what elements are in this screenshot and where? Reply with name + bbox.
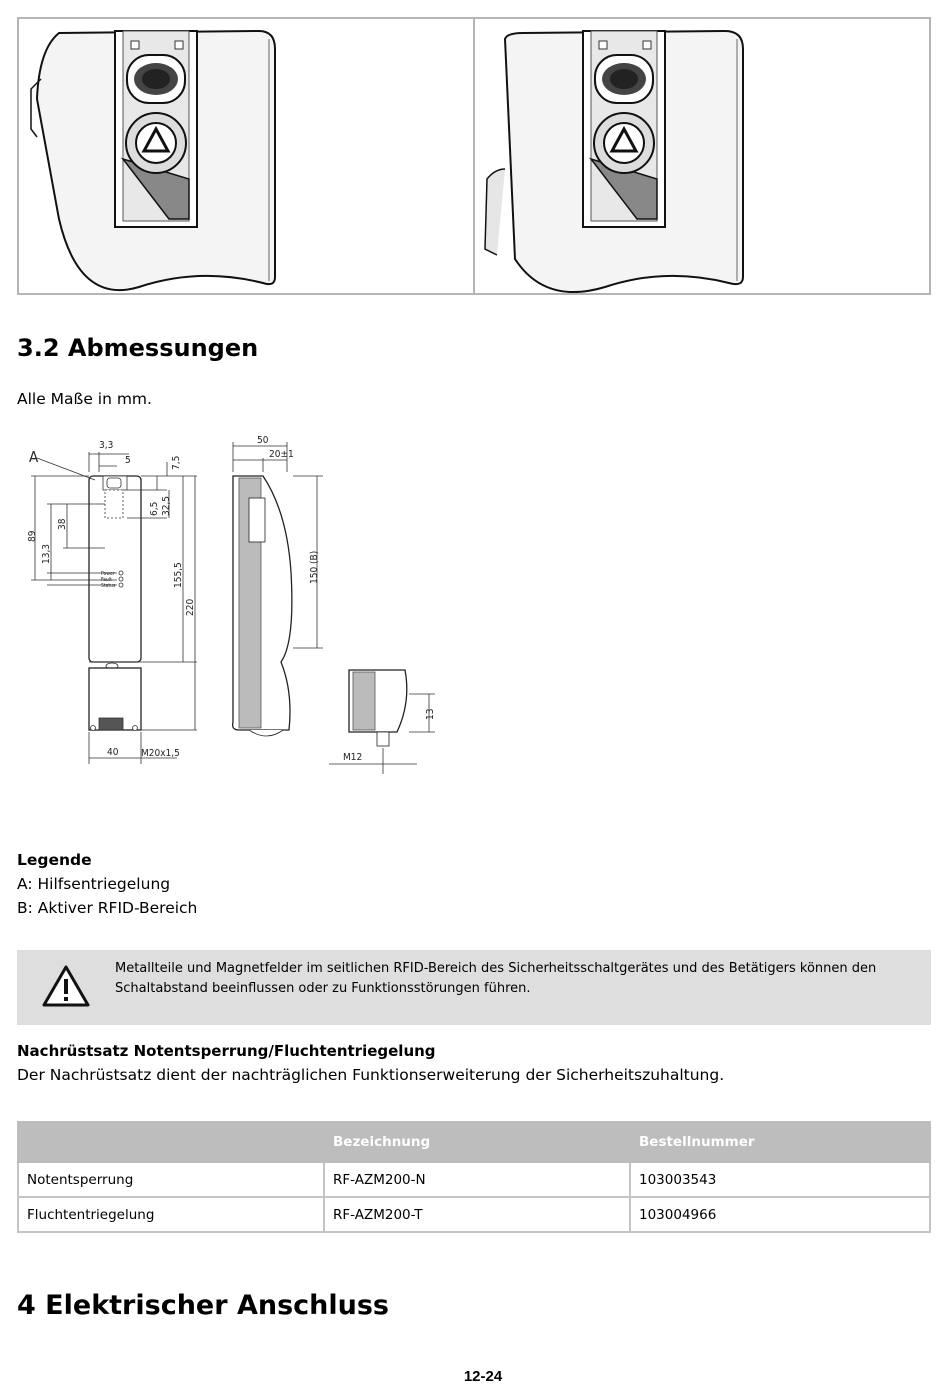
led-label-power: Power — [101, 571, 115, 577]
table-cell: RF-AZM200-N — [324, 1162, 630, 1197]
dim-label-a: A — [29, 448, 39, 466]
retrofit-title: Nachrüstsatz Notentsperrung/Fluchtentriegelung — [17, 1042, 436, 1060]
retrofit-text: Der Nachrüstsatz dient der nachträglichen Funktionserweiterung der Sicherheitszuhaltung. — [17, 1066, 725, 1084]
dim-label-13: 13 — [425, 708, 436, 720]
page-number: 12-24 — [463, 1368, 503, 1385]
dimensions-intro: Alle Maße in mm. — [17, 390, 152, 408]
dim-label-38: 38 — [57, 518, 68, 530]
led-label-status: Status — [101, 583, 116, 589]
legend — [17, 848, 197, 920]
table-cell: 103004966 — [630, 1197, 930, 1232]
dim-label-m12: M12 — [343, 752, 363, 763]
led-label-fault: Fault — [101, 577, 112, 583]
dim-label-50: 50 — [257, 435, 269, 446]
legend-item: B: Aktiver RFID-Bereich — [17, 899, 198, 917]
product-figure-row — [17, 17, 931, 295]
product-illustration-left — [19, 19, 473, 293]
dim-label-150-b: 150 (B) — [309, 550, 320, 584]
legend-item: A: Hilfsentriegelung — [17, 875, 171, 893]
warning-box — [17, 950, 931, 1025]
legend-title: Legende — [17, 851, 92, 869]
table-header-cell: Bezeichnung — [324, 1122, 630, 1162]
table-header-row — [18, 1122, 930, 1162]
dim-label-20: 20±1 — [269, 449, 294, 460]
table-cell: Notentsperrung — [18, 1162, 324, 1197]
dim-label-155-5: 155,5 — [173, 562, 184, 588]
dim-label-13-3: 13,3 — [41, 543, 52, 564]
dim-label-5: 5 — [125, 455, 131, 466]
dim-label-89: 89 — [27, 530, 38, 542]
table-header-cell: Bestellnummer — [630, 1122, 930, 1162]
dimension-drawing — [17, 432, 447, 782]
table-row — [18, 1162, 930, 1197]
product-illustration-right — [473, 19, 929, 293]
dim-label-m20: M20x1,5 — [141, 748, 180, 759]
table-cell: 103003543 — [630, 1162, 930, 1197]
section-title: 3.2 Abmessungen — [17, 334, 259, 362]
dim-label-40: 40 — [107, 747, 119, 758]
dim-label-220: 220 — [185, 598, 196, 616]
table-cell: RF-AZM200-T — [324, 1197, 630, 1232]
warning-text: Metallteile und Magnetfelder im seitlichen RFID-Bereich des Sicherheitsschaltgerätes und des Betätigers können den Schaltabstand beeinflussen oder zu Funktionsstörungen führen. — [115, 961, 877, 996]
dim-label-3-3: 3,3 — [99, 440, 114, 451]
dim-label-7-5: 7,5 — [171, 455, 182, 470]
dim-label-6-5: 6,5 — [149, 501, 160, 516]
retrofit-parts-table — [17, 1121, 931, 1233]
dim-label-32-5: 32,5 — [161, 495, 172, 516]
warning-triangle-icon — [41, 964, 91, 1008]
table-header-cell — [18, 1122, 324, 1162]
chapter-title: 4 Elektrischer Anschluss — [17, 1290, 389, 1321]
table-row — [18, 1197, 930, 1232]
table-cell: Fluchtentriegelung — [18, 1197, 324, 1232]
